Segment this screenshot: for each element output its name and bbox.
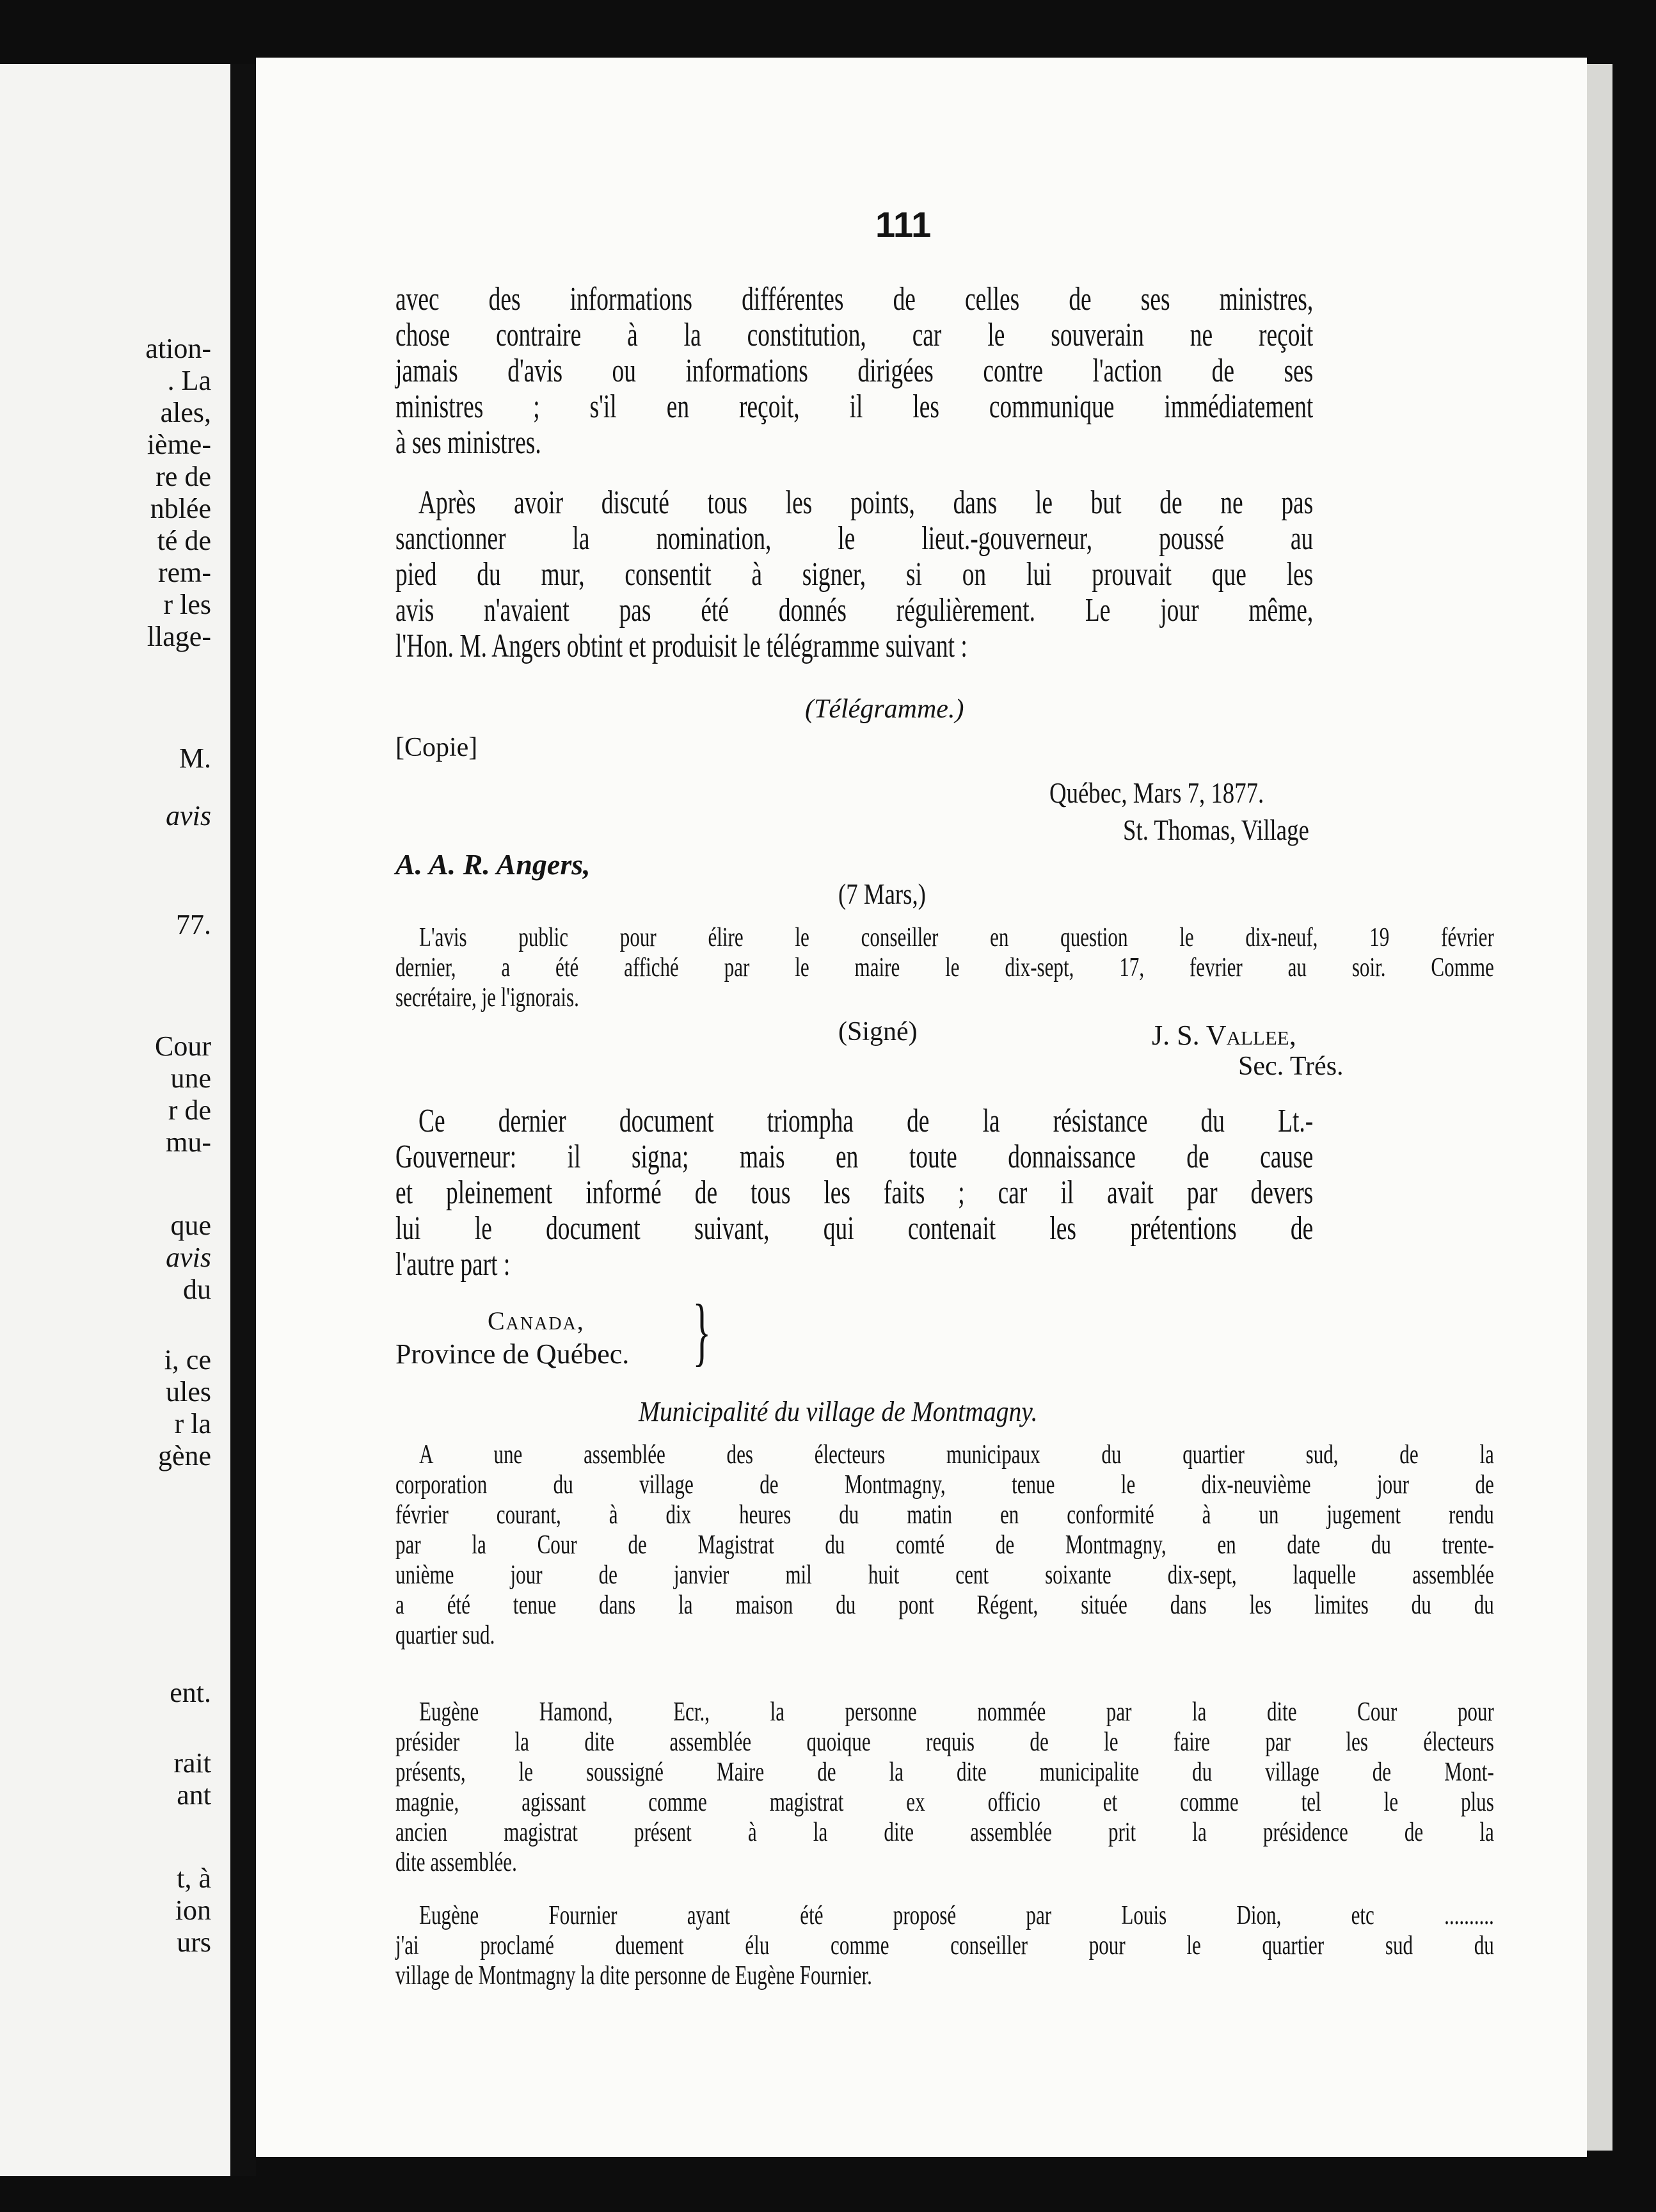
left-page-fragment: i, ce <box>164 1344 211 1375</box>
minutes-line: Eugène Hamond, Ecr., la personne nommée par la dite Cour pour <box>419 1697 1494 1727</box>
paragraph-line: pied du mur, consentit à signer, si on lui prouvait que les <box>395 556 1314 593</box>
telegram-copy-label: [Copie] <box>395 733 478 762</box>
left-page-fragment: r la <box>174 1408 211 1439</box>
left-page-fragment: ales, <box>160 397 211 428</box>
left-page-fragment: que <box>170 1210 211 1241</box>
telegram-line: L'avis public pour élire le conseiller en question le dix-neuf, 19 février <box>419 923 1494 952</box>
paragraph-line: à ses ministres. <box>395 424 541 461</box>
left-page-fragment: une <box>170 1062 211 1094</box>
paragraph-2 <box>395 485 1313 664</box>
left-page-fragment: t, à <box>177 1863 211 1894</box>
left-page-fragment: M. <box>179 742 211 774</box>
left-page-fragment: du <box>183 1274 211 1305</box>
minutes-line: A une assemblée des électeurs municipaux du quartier sud, de la <box>419 1440 1494 1470</box>
telegram-sent: (7 Mars,) <box>838 878 926 910</box>
minutes-line: par la Cour de Magistrat du comté de Montmagny, en date du trente- <box>395 1530 1494 1560</box>
telegram-line: secrétaire, je l'ignorais. <box>395 983 579 1013</box>
left-page-fragment: Cour <box>155 1030 211 1062</box>
left-page-fragment: llage- <box>147 621 211 652</box>
telegram-signer-title: Sec. Trés. <box>1238 1052 1344 1081</box>
paragraph-line: sanctionner la nomination, le lieut.-gouverneur, poussé au <box>395 520 1314 557</box>
minutes-line: présider la dite assemblée quoique requis de le faire par les électeurs <box>395 1727 1494 1757</box>
minutes-line: j'ai proclamé duement élu comme conseiller pour le quartier sud du <box>395 1931 1494 1960</box>
left-page-fragment: ation- <box>145 333 211 364</box>
telegram-date: Québec, Mars 7, 1877. <box>1049 776 1264 809</box>
left-page-fragment: ant <box>177 1779 211 1811</box>
left-page-fragment: gène <box>157 1440 211 1471</box>
minutes-line: village de Montmagny la dite personne de Eugène Fournier. <box>395 1961 872 1991</box>
telegram-origin: St. Thomas, Village <box>1123 813 1309 846</box>
left-page-fragment: ules <box>166 1376 211 1407</box>
telegram-signed-label: (Signé) <box>838 1017 918 1046</box>
heading-country: Canada, <box>488 1306 585 1335</box>
paragraph-line: Gouverneur: il signa; mais en toute donnaissance de cause <box>395 1139 1314 1175</box>
minutes-line: présents, le soussigné Maire de la dite municipalite du village de Mont- <box>395 1758 1494 1787</box>
paragraph-line: avis n'avaient pas été donnés régulièrement. Le jour même, <box>395 592 1314 629</box>
left-page-fragment: . La <box>167 365 211 396</box>
paragraph-line: l'Hon. M. Angers obtint et produisit le télégramme suivant : <box>395 628 967 664</box>
left-page-fragment: avis <box>166 800 211 831</box>
minutes-line: février courant, à dix heures du matin en conformité à un jugement rendu <box>395 1500 1494 1530</box>
minutes-line: Eugène Fournier ayant été proposé par Louis Dion, etc .......... <box>419 1901 1494 1930</box>
telegram-addressee: A. A. R. Angers, <box>395 848 591 881</box>
minutes-line: dite assemblée. <box>395 1848 517 1877</box>
paragraph-line: l'autre part : <box>395 1246 511 1283</box>
paragraph-line: jamais d'avis ou informations dirigées contre l'action de ses <box>395 353 1314 389</box>
heading-brace: } <box>692 1288 712 1374</box>
left-page-fragment: urs <box>177 1927 211 1958</box>
left-page-fragment: ion <box>175 1895 211 1926</box>
paragraph-line: lui le document suivant, qui contenait les prétentions de <box>395 1210 1314 1247</box>
page-edge <box>1587 64 1612 2151</box>
minutes-line: quartier sud. <box>395 1621 495 1650</box>
telegram-signer-name: J. S. Vallee, <box>1152 1020 1296 1051</box>
minutes-line: a été tenue dans la maison du pont Régent, située dans les limites du du <box>395 1591 1494 1620</box>
minutes-line: magnie, agissant comme magistrat ex officio et comme tel le plus <box>395 1788 1494 1817</box>
book-gutter <box>230 64 256 2176</box>
minutes-line: ancien magistrat présent à la dite assemblée prit la présidence de la <box>395 1818 1494 1847</box>
left-page-fragment: nblée <box>150 493 211 524</box>
paragraph-1 <box>395 282 1313 461</box>
paragraph-line: Après avoir discuté tous les points, dans le but de ne pas <box>418 485 1314 521</box>
paragraph-line: avec des informations différentes de celles de ses ministres, <box>395 281 1314 317</box>
minutes-title: Municipalité du village de Montmagny. <box>639 1396 1038 1427</box>
left-page-fragment: 77. <box>176 909 211 940</box>
left-page-edge <box>0 64 230 2176</box>
left-page-fragment: rem- <box>157 557 211 588</box>
left-page-fragment: ent. <box>170 1677 211 1708</box>
paragraph-line: ministres ; s'il en reçoit, il les communique immédiatement <box>395 389 1314 425</box>
telegram-body <box>395 923 1494 1013</box>
minutes-paragraph-1 <box>395 1440 1494 1651</box>
page-number: 111 <box>875 204 932 244</box>
left-page-fragment: r les <box>163 589 211 620</box>
paragraph-line: et pleinement informé de tous les faits ; car il avait par devers <box>395 1174 1314 1211</box>
heading-province: Province de Québec. <box>395 1338 630 1370</box>
paragraph-line: Ce dernier document triompha de la résistance du Lt.- <box>418 1103 1314 1139</box>
minutes-line: corporation du village de Montmagny, tenue le dix-neuvième jour de <box>395 1470 1494 1500</box>
main-page <box>256 58 1587 2157</box>
left-page-fragment: re de <box>155 461 211 492</box>
left-page-fragment: mu- <box>166 1126 211 1158</box>
telegram-line: dernier, a été affiché par le maire le dix-sept, 17, fevrier au soir. Comme <box>395 953 1494 982</box>
minutes-paragraph-3 <box>395 1901 1494 1991</box>
left-page-fragment: té de <box>157 525 211 556</box>
left-page-fragment: r de <box>168 1094 211 1126</box>
left-page-fragment: ième- <box>147 429 211 460</box>
left-page-fragment: rait <box>173 1747 211 1779</box>
minutes-line: unième jour de janvier mil huit cent soixante dix-sept, laquelle assemblée <box>395 1560 1494 1590</box>
paragraph-3 <box>395 1103 1313 1283</box>
left-page-text-fragments <box>0 333 230 1959</box>
paragraph-line: chose contraire à la constitution, car le souverain ne reçoit <box>395 317 1314 353</box>
telegram-heading: (Télégramme.) <box>805 694 964 724</box>
minutes-paragraph-2 <box>395 1697 1494 1878</box>
left-page-fragment: avis <box>166 1242 211 1273</box>
